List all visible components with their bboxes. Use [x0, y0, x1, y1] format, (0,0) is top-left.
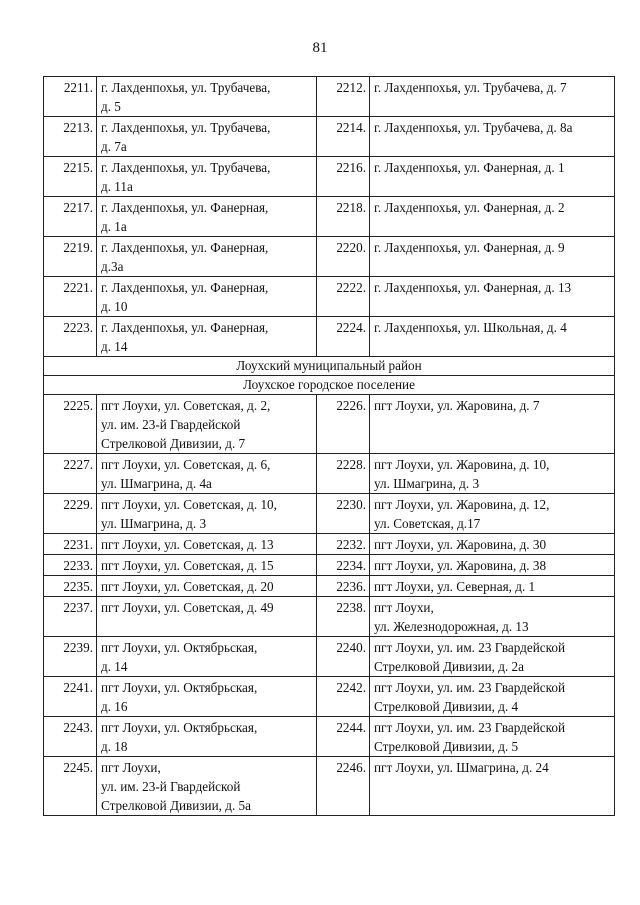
entry-address: пгт Лоухи, ул. Советская, д. 20 — [97, 576, 317, 597]
entry-address: пгт Лоухи, ул. Советская, д. 2, ул. им. 23-й Гвардейской Стрелковой Дивизии, д. 7 — [97, 395, 317, 454]
entry-address: г. Лахденпохья, ул. Трубачева, д. 5 — [97, 77, 317, 117]
entry-number: 2246. — [317, 757, 370, 816]
entry-address: пгт Лоухи, ул. Советская, д. 15 — [97, 555, 317, 576]
settlement-heading: Лоухское городское поселение — [44, 376, 615, 395]
entry-address: пгт Лоухи, ул. им. 23-й Гвардейской Стрелковой Дивизии, д. 5а — [97, 757, 317, 816]
entry-number: 2239. — [44, 637, 97, 677]
entry-number: 2213. — [44, 117, 97, 157]
entry-address: пгт Лоухи, ул. Октябрьская, д. 18 — [97, 717, 317, 757]
entry-address: г. Лахденпохья, ул. Фанерная, д. 2 — [370, 197, 615, 237]
entry-address: пгт Лоухи, ул. Железнодорожная, д. 13 — [370, 597, 615, 637]
entry-number: 2215. — [44, 157, 97, 197]
entry-number: 2220. — [317, 237, 370, 277]
table-row — [44, 717, 615, 757]
entry-address: пгт Лоухи, ул. Советская, д. 49 — [97, 597, 317, 637]
entry-number: 2236. — [317, 576, 370, 597]
entry-number: 2222. — [317, 277, 370, 317]
entry-number: 2211. — [44, 77, 97, 117]
entry-number: 2237. — [44, 597, 97, 637]
table-row — [44, 534, 615, 555]
table-row — [44, 395, 615, 454]
entry-number: 2224. — [317, 317, 370, 357]
entry-address: г. Лахденпохья, ул. Фанерная, д. 13 — [370, 277, 615, 317]
entry-address: пгт Лоухи, ул. Жаровина, д. 10, ул. Шмагрина, д. 3 — [370, 454, 615, 494]
table-row — [44, 157, 615, 197]
entry-address: г. Лахденпохья, ул. Фанерная, д. 10 — [97, 277, 317, 317]
entry-address: пгт Лоухи, ул. Жаровина, д. 38 — [370, 555, 615, 576]
table-row — [44, 576, 615, 597]
entry-number: 2228. — [317, 454, 370, 494]
entry-address: пгт Лоухи, ул. Советская, д. 6, ул. Шмагрина, д. 4а — [97, 454, 317, 494]
entry-address: пгт Лоухи, ул. им. 23 Гвардейской Стрелковой Дивизии, д. 5 — [370, 717, 615, 757]
entry-address: пгт Лоухи, ул. Жаровина, д. 30 — [370, 534, 615, 555]
entry-number: 2219. — [44, 237, 97, 277]
section-row-settlement — [44, 376, 615, 395]
entry-address: г. Лахденпохья, ул. Трубачева, д. 7 — [370, 77, 615, 117]
entry-address: г. Лахденпохья, ул. Школьная, д. 4 — [370, 317, 615, 357]
entry-address: г. Лахденпохья, ул. Трубачева, д. 11а — [97, 157, 317, 197]
entry-address: г. Лахденпохья, ул. Трубачева, д. 7а — [97, 117, 317, 157]
entry-number: 2235. — [44, 576, 97, 597]
entry-number: 2243. — [44, 717, 97, 757]
table-row — [44, 277, 615, 317]
table-row — [44, 117, 615, 157]
table-row — [44, 77, 615, 117]
entry-number: 2240. — [317, 637, 370, 677]
entry-address: пгт Лоухи, ул. Октябрьская, д. 16 — [97, 677, 317, 717]
entry-address: пгт Лоухи, ул. Жаровина, д. 7 — [370, 395, 615, 454]
table-row — [44, 555, 615, 576]
address-registry-table — [43, 76, 615, 816]
entry-address: г. Лахденпохья, ул. Трубачева, д. 8а — [370, 117, 615, 157]
entry-address: г. Лахденпохья, ул. Фанерная, д. 1 — [370, 157, 615, 197]
entry-number: 2225. — [44, 395, 97, 454]
entry-number: 2233. — [44, 555, 97, 576]
table-row — [44, 454, 615, 494]
entry-number: 2216. — [317, 157, 370, 197]
section-row-district — [44, 357, 615, 376]
table-row — [44, 237, 615, 277]
table-row — [44, 637, 615, 677]
table-row — [44, 494, 615, 534]
entry-number: 2245. — [44, 757, 97, 816]
entry-address: пгт Лоухи, ул. Советская, д. 10, ул. Шмагрина, д. 3 — [97, 494, 317, 534]
entry-number: 2232. — [317, 534, 370, 555]
entry-address: г. Лахденпохья, ул. Фанерная, д. 1а — [97, 197, 317, 237]
entry-address: г. Лахденпохья, ул. Фанерная, д.3а — [97, 237, 317, 277]
entry-number: 2221. — [44, 277, 97, 317]
table-row — [44, 757, 615, 816]
entry-address: пгт Лоухи, ул. Советская, д. 13 — [97, 534, 317, 555]
entry-number: 2223. — [44, 317, 97, 357]
entry-number: 2226. — [317, 395, 370, 454]
entry-address: пгт Лоухи, ул. им. 23 Гвардейской Стрелковой Дивизии, д. 4 — [370, 677, 615, 717]
page-number: 81 — [312, 40, 328, 56]
entry-number: 2238. — [317, 597, 370, 637]
district-heading: Лоухский муниципальный район — [44, 357, 615, 376]
entry-address: пгт Лоухи, ул. Жаровина, д. 12, ул. Советская, д.17 — [370, 494, 615, 534]
entry-number: 2227. — [44, 454, 97, 494]
entry-number: 2230. — [317, 494, 370, 534]
entry-number: 2242. — [317, 677, 370, 717]
entry-number: 2241. — [44, 677, 97, 717]
table-row — [44, 317, 615, 357]
entry-address: г. Лахденпохья, ул. Фанерная, д. 14 — [97, 317, 317, 357]
entry-address: пгт Лоухи, ул. Северная, д. 1 — [370, 576, 615, 597]
entry-number: 2231. — [44, 534, 97, 555]
entry-number: 2244. — [317, 717, 370, 757]
table-row — [44, 197, 615, 237]
entry-number: 2212. — [317, 77, 370, 117]
entry-number: 2229. — [44, 494, 97, 534]
entry-number: 2217. — [44, 197, 97, 237]
entry-number: 2214. — [317, 117, 370, 157]
entry-address: пгт Лоухи, ул. им. 23 Гвардейской Стрелковой Дивизии, д. 2а — [370, 637, 615, 677]
entry-address: пгт Лоухи, ул. Октябрьская, д. 14 — [97, 637, 317, 677]
entry-number: 2218. — [317, 197, 370, 237]
entry-number: 2234. — [317, 555, 370, 576]
table-row — [44, 677, 615, 717]
table-row — [44, 597, 615, 637]
entry-address: г. Лахденпохья, ул. Фанерная, д. 9 — [370, 237, 615, 277]
entry-address: пгт Лоухи, ул. Шмагрина, д. 24 — [370, 757, 615, 816]
